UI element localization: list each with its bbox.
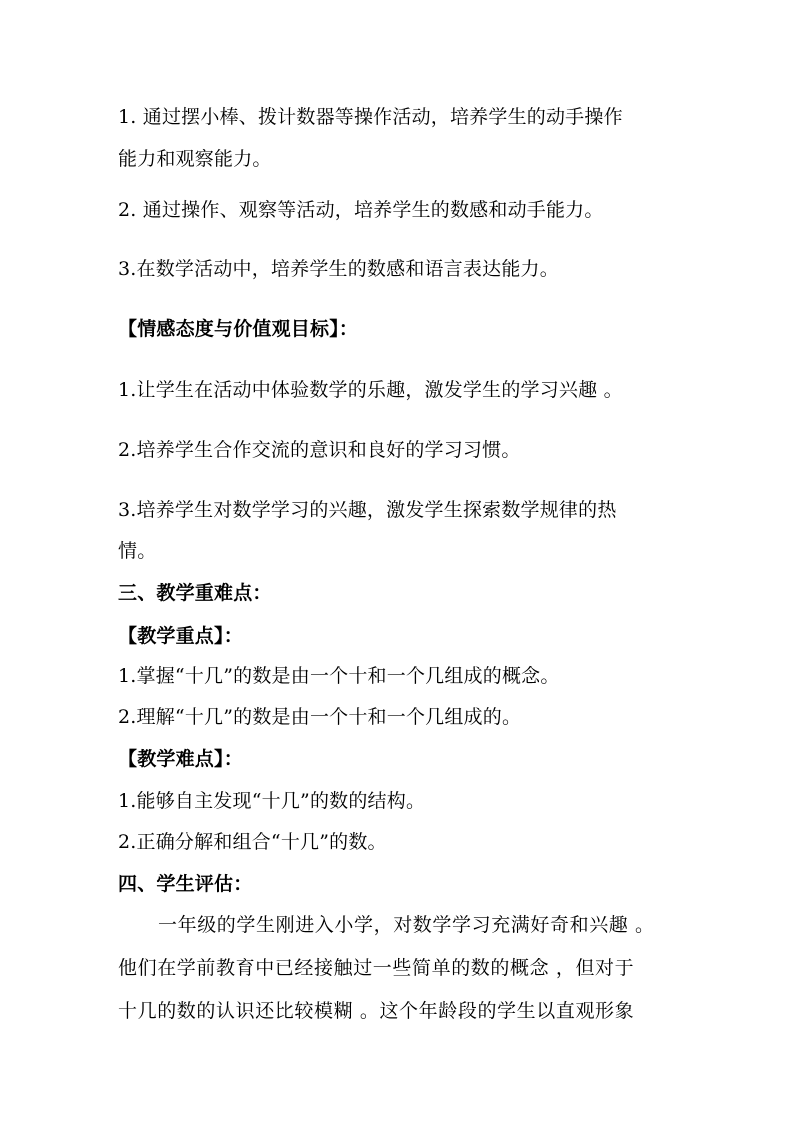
skills-objective-1-line-2: 能力和观察能力。 <box>118 148 272 170</box>
key-points-heading: 【教学重点】： <box>118 625 243 647</box>
difficult-point-1: 1.能够自主发现“十几”的数的结构。 <box>118 790 426 812</box>
assessment-paragraph-line-2: 他们在学前教育中已经接触过一些简单的数的概念 ，但对于 <box>118 957 635 979</box>
assessment-paragraph-line-3: 十几的数的认识还比较模糊 。这个年龄段的学生以直观形象 <box>118 1000 635 1022</box>
skills-objective-3: 3.在数学活动中，培养学生的数感和语言表达能力。 <box>118 258 559 280</box>
skills-objective-2: 2. 通过操作、观察等活动，培养学生的数感和动手能力。 <box>118 199 604 221</box>
section-4-heading: 四、学生评估： <box>118 873 253 895</box>
key-point-1: 1.掌握“十几”的数是由一个十和一个几组成的概念。 <box>118 665 560 687</box>
emotion-objective-3-line-1: 3.培养学生对数学学习的兴趣，激发学生探索数学规律的热 <box>118 499 617 521</box>
emotion-objectives-heading: 【情感态度与价值观目标】： <box>118 318 359 340</box>
key-point-2: 2.理解“十几”的数是由一个十和一个几组成的。 <box>118 706 522 728</box>
emotion-objective-3-line-2: 情。 <box>118 540 157 562</box>
emotion-objective-2: 2.培养学生合作交流的意识和良好的学习习惯。 <box>118 439 521 461</box>
skills-objective-1-line-1: 1. 通过摆小棒、拨计数器等操作活动，培养学生的动手操作 <box>118 106 623 128</box>
difficult-points-heading: 【教学难点】： <box>118 748 243 770</box>
assessment-paragraph-line-1: 一年级的学生刚进入小学，对数学学习充满好奇和兴趣 。 <box>158 914 655 936</box>
emotion-objective-1: 1.让学生在活动中体验数学的乐趣，激发学生的学习兴趣 。 <box>118 379 623 401</box>
difficult-point-2: 2.正确分解和组合“十几”的数。 <box>118 831 387 853</box>
section-3-heading: 三、教学重难点： <box>118 582 272 604</box>
